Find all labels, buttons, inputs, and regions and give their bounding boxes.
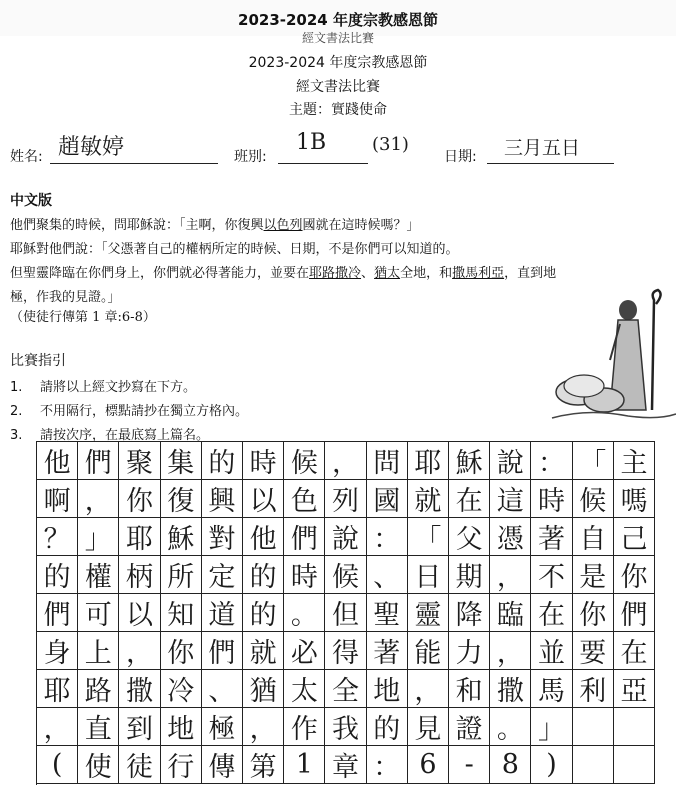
page-theme: 主題：實踐使命 <box>289 102 387 118</box>
grid-cell: 傳 <box>202 746 243 784</box>
grid-cell: 撒 <box>119 670 160 708</box>
grid-cell: 直 <box>78 708 119 746</box>
grid-cell: 以 <box>243 480 284 518</box>
grid-cell: ： <box>531 442 572 480</box>
grid-cell: 猶 <box>243 670 284 708</box>
grid-cell: 1 <box>284 746 325 784</box>
grid-cell: 父 <box>449 518 490 556</box>
grid-cell: 憑 <box>490 518 531 556</box>
grid-cell: 耶 <box>408 442 449 480</box>
grid-cell: 靈 <box>408 594 449 632</box>
top-header-strip <box>0 0 676 45</box>
grid-cell: 」 <box>78 518 119 556</box>
class-number: (31) <box>372 134 409 155</box>
grid-row <box>37 480 655 518</box>
grid-cell: ( <box>37 746 78 784</box>
grid-cell: 臨 <box>490 594 531 632</box>
grid-cell: 降 <box>449 594 490 632</box>
grid-cell: 、 <box>367 556 408 594</box>
place-samaria: 撒馬利亞 <box>452 266 505 281</box>
grid-cell: 時 <box>284 556 325 594</box>
grid-cell: ？ <box>37 518 78 556</box>
class-label: 班別: <box>234 149 267 165</box>
name-value: 趙敏婷 <box>58 135 125 160</box>
grid-cell: 說 <box>490 442 531 480</box>
grid-cell: 耶 <box>119 518 160 556</box>
grid-cell: 柄 <box>119 556 160 594</box>
grid-cell: 在 <box>614 632 655 670</box>
grid-row <box>37 442 655 480</box>
grid-cell: 候 <box>325 556 366 594</box>
grid-cell: ， <box>78 480 119 518</box>
grid-cell: ) <box>531 746 572 784</box>
grid-cell: 「 <box>573 442 614 480</box>
grid-cell: 所 <box>161 556 202 594</box>
grid-cell: 時 <box>243 442 284 480</box>
grid-cell: 是 <box>573 556 614 594</box>
grid-cell: 聚 <box>119 442 160 480</box>
grid-cell: 期 <box>449 556 490 594</box>
name-underline <box>50 163 218 164</box>
grid-cell: ， <box>37 708 78 746</box>
grid-cell: 必 <box>284 632 325 670</box>
grid-cell: 在 <box>449 480 490 518</box>
grid-cell: 對 <box>202 518 243 556</box>
grid-cell: 但 <box>325 594 366 632</box>
grid-cell: 徒 <box>119 746 160 784</box>
page-title: 2023-2024 年度宗教感恩節 <box>248 55 428 71</box>
grid-cell: ： <box>367 518 408 556</box>
grid-cell: 候 <box>284 442 325 480</box>
guideline-number: 3. <box>10 428 23 443</box>
grid-cell: 就 <box>408 480 449 518</box>
grid-cell: 己 <box>614 518 655 556</box>
scripture-line-2: 耶穌對他們說：「父憑著自己的權柄所定的時候、日期，不是你們可以知道的。 <box>10 242 459 257</box>
scripture-line-3-a: 但聖靈降臨在你們身上，你們就必得著能力，並要在 <box>10 266 310 281</box>
grid-row <box>37 594 655 632</box>
scripture-reference: （使徒行傳第 1 章:6-8） <box>10 310 156 325</box>
scripture-line-3-g: ，直到地 <box>504 266 557 281</box>
grid-cell: 們 <box>78 442 119 480</box>
name-label: 姓名: <box>10 149 43 165</box>
scripture-line-3-e: 全地，和 <box>400 266 453 281</box>
grid-cell: 行 <box>161 746 202 784</box>
grid-cell: 」 <box>531 708 572 746</box>
grid-cell: 6 <box>408 746 449 784</box>
grid-cell: 第 <box>243 746 284 784</box>
grid-cell: 穌 <box>161 518 202 556</box>
grid-cell: 你 <box>614 556 655 594</box>
grid-cell: 知 <box>161 594 202 632</box>
grid-row <box>37 670 655 708</box>
grid-cell: 力 <box>449 632 490 670</box>
grid-cell: ， <box>490 632 531 670</box>
grid-cell: 撒 <box>490 670 531 708</box>
grid-cell: ， <box>325 442 366 480</box>
grid-cell: 並 <box>531 632 572 670</box>
grid-cell: 說 <box>325 518 366 556</box>
grid-cell: 們 <box>202 632 243 670</box>
grid-cell <box>573 708 614 746</box>
grid-row <box>37 746 655 784</box>
grid-row <box>37 632 655 670</box>
date-underline <box>487 163 614 164</box>
shepherd-illustration <box>548 290 676 430</box>
grid-cell: 身 <box>37 632 78 670</box>
place-judea: 猶太 <box>374 266 401 281</box>
grid-cell: 們 <box>284 518 325 556</box>
class-value: 1B <box>296 130 327 155</box>
grid-cell <box>614 746 655 784</box>
grid-cell: 、 <box>202 670 243 708</box>
date-value: 三月五日 <box>504 137 581 159</box>
top-cut-subtitle: 經文書法比賽 <box>301 31 374 45</box>
grid-cell: 使 <box>78 746 119 784</box>
grid-cell: 主 <box>614 442 655 480</box>
grid-cell: - <box>449 746 490 784</box>
grid-cell: 自 <box>573 518 614 556</box>
grid-cell <box>614 708 655 746</box>
grid-cell: 問 <box>367 442 408 480</box>
guidelines-title: 比賽指引 <box>10 353 66 369</box>
grid-cell: 色 <box>284 480 325 518</box>
grid-cell: 證 <box>449 708 490 746</box>
grid-cell: 你 <box>119 480 160 518</box>
grid-cell: 列 <box>325 480 366 518</box>
grid-cell: 8 <box>490 746 531 784</box>
grid-cell: 他 <box>37 442 78 480</box>
grid-row <box>37 708 655 746</box>
guideline-number: 2. <box>10 404 23 419</box>
guideline-item <box>10 376 196 395</box>
grid-cell: 以 <box>119 594 160 632</box>
guideline-number: 1. <box>10 380 23 395</box>
grid-cell: 「 <box>408 518 449 556</box>
guideline-text: 請將以上經文抄寫在下方。 <box>40 380 197 395</box>
grid-cell: 道 <box>202 594 243 632</box>
grid-cell: 日 <box>408 556 449 594</box>
student-info-row <box>0 128 676 168</box>
grid-cell: 上 <box>78 632 119 670</box>
grid-cell: 地 <box>161 708 202 746</box>
grid-cell: 能 <box>408 632 449 670</box>
page-subtitle: 經文書法比賽 <box>296 79 380 95</box>
grid-row <box>37 518 655 556</box>
version-label: 中文版 <box>10 193 52 209</box>
grid-cell: ， <box>243 708 284 746</box>
grid-cell: 國 <box>367 480 408 518</box>
grid-cell: 我 <box>325 708 366 746</box>
grid-cell: 極 <box>202 708 243 746</box>
grid-cell: 著 <box>531 518 572 556</box>
grid-cell: 得 <box>325 632 366 670</box>
grid-cell: 太 <box>284 670 325 708</box>
scripture-line-1 <box>10 214 420 233</box>
grid-cell: 章 <box>325 746 366 784</box>
place-israel: 以色列 <box>263 218 303 233</box>
grid-cell: 到 <box>119 708 160 746</box>
guideline-text: 不用隔行，標點請抄在獨立方格內。 <box>40 404 249 419</box>
grid-cell: ， <box>119 632 160 670</box>
grid-cell: 不 <box>531 556 572 594</box>
top-title: 2023-2024 年度宗教感恩節 <box>238 11 438 29</box>
grid-cell: 著 <box>367 632 408 670</box>
grid-cell: 要 <box>573 632 614 670</box>
grid-cell: 的 <box>37 556 78 594</box>
grid-cell: 。 <box>284 594 325 632</box>
grid-cell: 你 <box>573 594 614 632</box>
grid-cell: 復 <box>161 480 202 518</box>
grid-cell: 馬 <box>531 670 572 708</box>
grid-cell: 路 <box>78 670 119 708</box>
grid-cell: 全 <box>325 670 366 708</box>
grid-cell: 你 <box>161 632 202 670</box>
grid-cell: 定 <box>202 556 243 594</box>
grid-cell: ， <box>408 670 449 708</box>
grid-cell: 穌 <box>449 442 490 480</box>
grid-cell: 在 <box>531 594 572 632</box>
grid-cell: 聖 <box>367 594 408 632</box>
date-label: 日期: <box>444 149 477 165</box>
scripture-line-4: 極，作我的見證。」 <box>10 290 121 305</box>
scripture-line-3-c: 、 <box>361 266 375 281</box>
grid-cell: 。 <box>490 708 531 746</box>
grid-cell: 地 <box>367 670 408 708</box>
grid-cell: 耶 <box>37 670 78 708</box>
grid-cell: 和 <box>449 670 490 708</box>
grid-cell: 作 <box>284 708 325 746</box>
grid-cell: 利 <box>573 670 614 708</box>
grid-cell: 候 <box>573 480 614 518</box>
grid-cell: 嗎 <box>614 480 655 518</box>
scripture-line-1-a: 他們聚集的時候，問耶穌說：「主啊，你復興 <box>10 218 264 233</box>
grid-cell: ： <box>367 746 408 784</box>
class-underline <box>278 163 368 164</box>
grid-cell: ， <box>490 556 531 594</box>
grid-cell: 可 <box>78 594 119 632</box>
grid-cell: 就 <box>243 632 284 670</box>
grid-cell: 亞 <box>614 670 655 708</box>
grid-cell: 的 <box>202 442 243 480</box>
handwriting-grid <box>36 441 655 785</box>
guideline-item <box>10 400 248 419</box>
grid-cell: 興 <box>202 480 243 518</box>
grid-cell: 時 <box>531 480 572 518</box>
grid-cell: 見 <box>408 708 449 746</box>
place-jerusalem: 耶路撒冷 <box>309 266 362 281</box>
grid-cell: 們 <box>37 594 78 632</box>
scripture-line-1-c: 國就在這時候嗎？」 <box>302 218 420 233</box>
grid-row <box>37 556 655 594</box>
scripture-line-3 <box>10 262 556 281</box>
grid-cell: 他 <box>243 518 284 556</box>
grid-cell: 的 <box>367 708 408 746</box>
grid-cell: 們 <box>614 594 655 632</box>
grid-cell: 的 <box>243 594 284 632</box>
grid-cell: 冷 <box>161 670 202 708</box>
grid-cell: 集 <box>161 442 202 480</box>
grid-cell: 這 <box>490 480 531 518</box>
guideline-text: 請按次序，在最底寫上篇名。 <box>40 428 210 443</box>
grid-cell: 權 <box>78 556 119 594</box>
grid-cell <box>573 746 614 784</box>
grid-cell: 的 <box>243 556 284 594</box>
grid-cell: 啊 <box>37 480 78 518</box>
